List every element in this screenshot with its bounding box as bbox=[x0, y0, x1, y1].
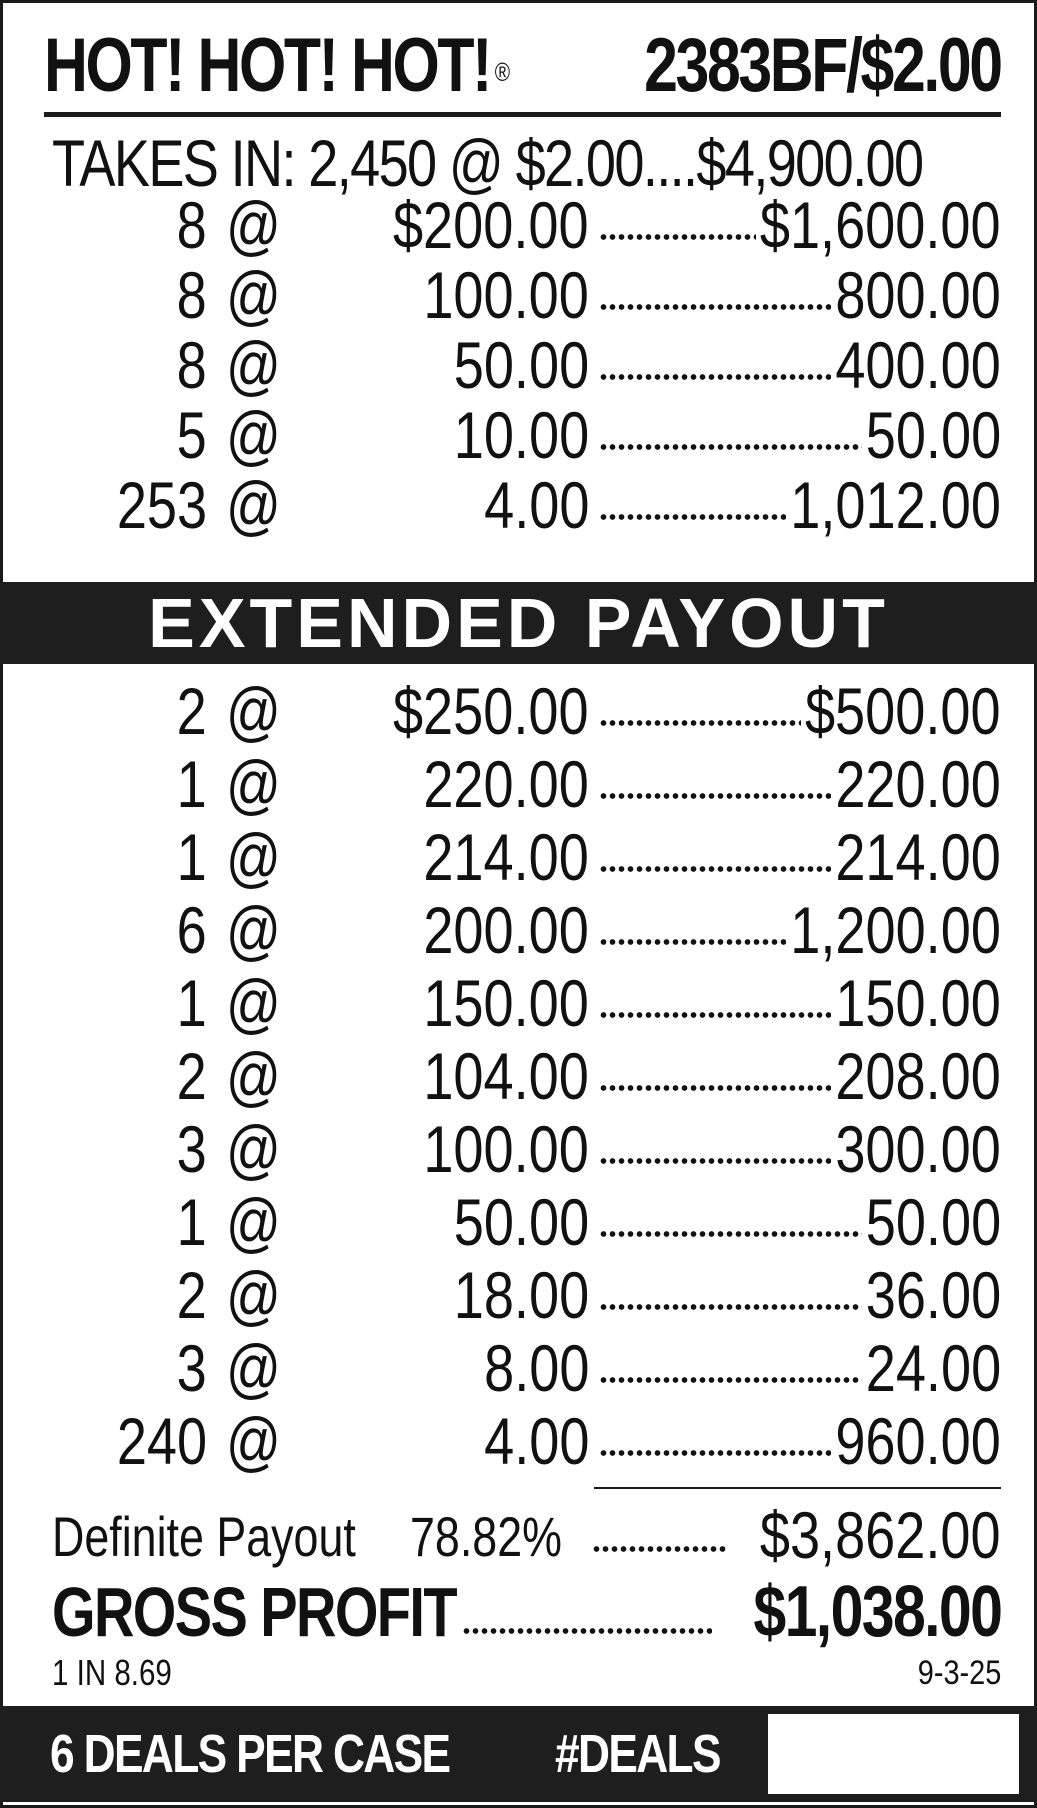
payout-dot-leader bbox=[599, 374, 831, 380]
deals-count-label: #DEALS bbox=[555, 1724, 720, 1784]
extended-payout-line-total: 150.00 bbox=[835, 966, 1001, 1040]
extended-payout-quantity: 3 bbox=[176, 1331, 207, 1405]
form-price: 2383BF/$2.00 bbox=[644, 23, 1001, 108]
gross-profit-label: GROSS PROFIT bbox=[52, 1573, 456, 1651]
title-rule bbox=[44, 112, 1001, 117]
extended-payout-quantity: 6 bbox=[176, 893, 207, 967]
print-date: 9-3-25 bbox=[917, 1654, 1001, 1692]
payout-quantity: 5 bbox=[176, 398, 207, 472]
payout-prize-value: 50.00 bbox=[453, 328, 589, 402]
extended-payout-at-sign: @ bbox=[226, 747, 281, 821]
extended-payout-prize-value: $250.00 bbox=[393, 674, 589, 748]
extended-payout-quantity: 1 bbox=[176, 1185, 207, 1259]
extended-payout-line-total: 24.00 bbox=[865, 1331, 1001, 1405]
payout-prize-value: 100.00 bbox=[423, 258, 589, 332]
extended-payout-line-total: 214.00 bbox=[835, 820, 1001, 894]
extended-payout-prize-value: 200.00 bbox=[423, 893, 589, 967]
payout-at-sign: @ bbox=[226, 468, 281, 542]
extended-payout-dot-leader bbox=[599, 1158, 831, 1164]
extended-payout-prize-value: 50.00 bbox=[453, 1185, 589, 1259]
extended-payout-dot-leader bbox=[599, 939, 786, 945]
extended-payout-at-sign: @ bbox=[226, 1112, 281, 1186]
extended-payout-line-total: 300.00 bbox=[835, 1112, 1001, 1186]
gross-profit-total: $1,038.00 bbox=[753, 1572, 1001, 1652]
extended-payout-line-total: 50.00 bbox=[865, 1185, 1001, 1259]
payout-quantity: 8 bbox=[176, 258, 207, 332]
extended-payout-at-sign: @ bbox=[226, 966, 281, 1040]
payout-prize-value: $200.00 bbox=[393, 188, 589, 262]
extended-payout-row bbox=[0, 1041, 1037, 1111]
extended-payout-line-total: 36.00 bbox=[865, 1258, 1001, 1332]
extended-payout-prize-value: 220.00 bbox=[423, 747, 589, 821]
extended-payout-dot-leader bbox=[599, 1450, 831, 1456]
payout-line-total: 1,012.00 bbox=[790, 468, 1001, 542]
registered-mark: ® bbox=[494, 57, 511, 87]
payout-dot-leader bbox=[599, 304, 831, 310]
gross-dot-leader bbox=[462, 1628, 712, 1634]
payout-line-total: 50.00 bbox=[865, 398, 1001, 472]
extended-payout-line-total: 960.00 bbox=[835, 1404, 1001, 1478]
definite-payout-total: $3,862.00 bbox=[760, 1498, 1001, 1572]
extended-payout-row bbox=[0, 1333, 1037, 1403]
extended-payout-row bbox=[0, 1260, 1037, 1330]
extended-payout-quantity: 2 bbox=[176, 1258, 207, 1332]
payout-prize-value: 4.00 bbox=[483, 468, 589, 542]
extended-payout-at-sign: @ bbox=[226, 1039, 281, 1113]
extended-payout-row bbox=[0, 968, 1037, 1038]
extended-payout-dot-leader bbox=[599, 1012, 831, 1018]
deals-count-box bbox=[768, 1714, 1019, 1794]
extended-payout-at-sign: @ bbox=[226, 1185, 281, 1259]
footer-bar bbox=[0, 1706, 1037, 1802]
extended-payout-prize-value: 214.00 bbox=[423, 820, 589, 894]
payout-at-sign: @ bbox=[226, 398, 281, 472]
extended-payout-at-sign: @ bbox=[226, 820, 281, 894]
extended-payout-dot-leader bbox=[599, 720, 801, 726]
extended-payout-row bbox=[0, 895, 1037, 965]
extended-payout-row bbox=[0, 749, 1037, 819]
payout-quantity: 253 bbox=[116, 468, 207, 542]
extended-payout-line-total: 208.00 bbox=[835, 1039, 1001, 1113]
title-row bbox=[44, 24, 1001, 108]
payout-at-sign: @ bbox=[226, 188, 281, 262]
payout-row bbox=[0, 470, 1037, 540]
payout-at-sign: @ bbox=[226, 258, 281, 332]
extended-payout-line-total: 1,200.00 bbox=[790, 893, 1001, 967]
extended-payout-at-sign: @ bbox=[226, 674, 281, 748]
extended-payout-prize-value: 150.00 bbox=[423, 966, 589, 1040]
extended-payout-quantity: 1 bbox=[176, 747, 207, 821]
payout-dot-leader bbox=[599, 444, 862, 450]
extended-payout-dot-leader bbox=[599, 793, 831, 799]
extended-payout-at-sign: @ bbox=[226, 1258, 281, 1332]
extended-payout-dot-leader bbox=[599, 1231, 862, 1237]
payout-line-total: $1,600.00 bbox=[760, 188, 1001, 262]
extended-payout-prize-value: 8.00 bbox=[483, 1331, 589, 1405]
extended-payout-line-total: $500.00 bbox=[805, 674, 1001, 748]
payout-at-sign: @ bbox=[226, 328, 281, 402]
extended-payout-quantity: 240 bbox=[116, 1404, 207, 1478]
payout-quantity: 8 bbox=[176, 188, 207, 262]
extended-payout-quantity: 1 bbox=[176, 966, 207, 1040]
payout-dot-leader bbox=[599, 234, 756, 240]
payout-row bbox=[0, 400, 1037, 470]
payout-row bbox=[0, 330, 1037, 400]
payout-row bbox=[0, 260, 1037, 330]
extended-payout-quantity: 1 bbox=[176, 820, 207, 894]
extended-payout-dot-leader bbox=[599, 1304, 862, 1310]
extended-payout-row bbox=[0, 1406, 1037, 1476]
extended-payout-line-total: 220.00 bbox=[835, 747, 1001, 821]
summary-rule bbox=[594, 1487, 1001, 1489]
extended-payout-title: EXTENDED PAYOUT bbox=[148, 584, 889, 662]
payout-line-total: 800.00 bbox=[835, 258, 1001, 332]
payout-dot-leader bbox=[599, 514, 786, 520]
definite-payout-percent: 78.82% bbox=[410, 1505, 562, 1568]
extended-payout-quantity: 3 bbox=[176, 1112, 207, 1186]
payout-row bbox=[0, 190, 1037, 260]
extended-payout-dot-leader bbox=[599, 1085, 831, 1091]
extended-payout-row bbox=[0, 1187, 1037, 1257]
extended-payout-prize-value: 100.00 bbox=[423, 1112, 589, 1186]
extended-payout-prize-value: 18.00 bbox=[453, 1258, 589, 1332]
payout-quantity: 8 bbox=[176, 328, 207, 402]
game-title: HOT! HOT! HOT! ® bbox=[44, 23, 511, 108]
extended-payout-dot-leader bbox=[599, 866, 831, 872]
extended-payout-at-sign: @ bbox=[226, 1331, 281, 1405]
extended-payout-row bbox=[0, 676, 1037, 746]
extended-payout-row bbox=[0, 1114, 1037, 1184]
extended-payout-prize-value: 104.00 bbox=[423, 1039, 589, 1113]
payout-line-total: 400.00 bbox=[835, 328, 1001, 402]
definite-dot-leader bbox=[592, 1546, 728, 1552]
extended-payout-banner bbox=[0, 582, 1037, 664]
extended-payout-quantity: 2 bbox=[176, 674, 207, 748]
extended-payout-dot-leader bbox=[599, 1377, 862, 1383]
takes-in-line: TAKES IN: 2,450 @ $2.00....$4,900.00 bbox=[52, 126, 923, 200]
odds-text: 1 IN 8.69 bbox=[52, 1652, 172, 1693]
extended-payout-row bbox=[0, 822, 1037, 892]
payout-prize-value: 10.00 bbox=[453, 398, 589, 472]
deals-per-case: 6 DEALS PER CASE bbox=[50, 1724, 450, 1784]
extended-payout-at-sign: @ bbox=[226, 1404, 281, 1478]
extended-payout-quantity: 2 bbox=[176, 1039, 207, 1113]
definite-payout-label: Definite Payout bbox=[52, 1505, 356, 1568]
extended-payout-prize-value: 4.00 bbox=[483, 1404, 589, 1478]
extended-payout-at-sign: @ bbox=[226, 893, 281, 967]
